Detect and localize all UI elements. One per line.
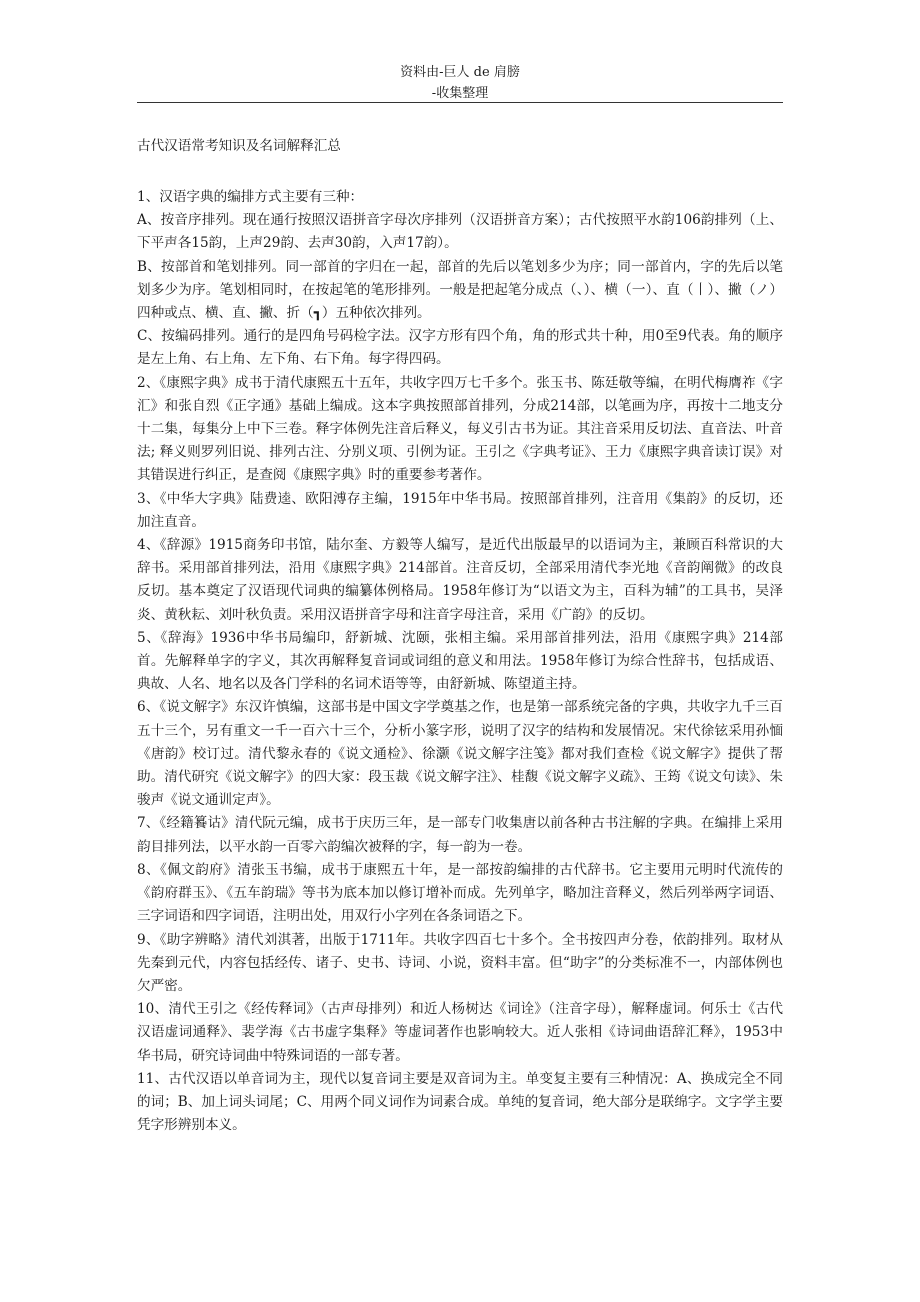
paragraph-intro: 1、汉语字典的编排方式主要有三种：	[137, 189, 364, 205]
header-line-2: -收集整理	[431, 86, 489, 101]
header-line-1: 资料由-巨人 de 肩膀	[400, 65, 520, 80]
header-divider	[137, 102, 783, 103]
paragraph-5: 5、《辞海》1936中华书局编印，舒新城、沈颐，张相主编。采用部首排列法，沿用《康熙字典》214部首。先解释单字的字义，其次再解释复音词或词组的意义和用法。1958年修订为综合性辞书，包括成语、典故、人名、地名以及各门学科的名词术语等等，由舒新城、陈望道主持。	[137, 629, 783, 693]
paragraph-3: 3、《中华大字典》陆费逵、欧阳溥存主编，1915年中华书局。按照部首排列，注音用《集韵》的反切，还加注直音。	[137, 490, 783, 530]
paragraph-a: A、按音序排列。现在通行按照汉语拼音字母次序排列（汉语拼音方案）；古代按照平水韵106韵排列（上、下平声各15韵，上声29韵、去声30韵，入声17韵）。	[137, 212, 783, 252]
paragraph-c: C、按编码排列。通行的是四角号码检字法。汉字方形有四个角，角的形式共十种，用0至9代表。角的顺序是左上角、右上角、左下角、右下角。每字得四码。	[137, 328, 783, 368]
paragraph-9: 9、《助字辨略》清代刘淇著，出版于1711年。共收字四百七十多个。全书按四声分卷，依韵排列。取材从先秦到元代，内容包括经传、诸子、史书、诗词、小说，资料丰富。但“助字”的分类标准不一，内部体例也欠严密。	[137, 931, 783, 994]
paragraph-4: 4、《辞源》1915商务印书馆，陆尔奎、方毅等人编写，是近代出版最早的以语词为主，兼顾百科常识的大辞书。采用部首排列法，沿用《康熙字典》214部首。注音反切，全部采用清代李光地《音韵阐微》的改良反切。基本奠定了汉语现代词典的编纂体例格局。1958年修订为“以语文为主，百科为辅”的工具书，吴泽炎、黄秋耘、刘叶秋负责。采用汉语拼音字母和注音字母注音，采用《广韵》的反切。	[137, 537, 783, 623]
page-header	[137, 62, 783, 104]
paragraph-10: 10、清代王引之《经传释词》（古声母排列）和近人杨树达《词诠》（注音字母），解释虚词。何乐士《古代汉语虚词通释》、裴学海《古书虚字集释》等虚词著作也影响较大。近人张相《诗词曲语辞汇释》，1953中华书局，研究诗词曲中特殊词语的一部专著。	[137, 1001, 783, 1064]
paragraph-11: 11、古代汉语以单音词为主，现代以复音词主要是双音词为主。单变复主要有三种情况：A、换成完全不同的词；B、加上词头词尾；C、用两个同义词作为词素合成。单纯的复音词，绝大部分是联绵字。文字学主要凭字形辨别本义。	[137, 1070, 783, 1134]
paragraph-2: 2、《康熙字典》成书于清代康熙五十五年，共收字四万七千多个。张玉书、陈廷敬等编，在明代梅膺祚《字汇》和张自烈《正字通》基础上编成。这本字典按照部首排列，分成214部，以笔画为序，再按十二地支分十二集，每集分上中下三卷。释字体例先注音后释义，每义引古书为证。其注音采用反切法、直音法、叶音法; 释义则罗列旧说、排列古注、分别义项、引例为证。王引之《字典考证》、王力《康熙字典音读订误》对其错误进行纠正，是查阅《康熙字典》时的重要参考著作。	[137, 374, 783, 484]
paragraph-8: 8、《佩文韵府》清张玉书编，成书于康熙五十年，是一部按韵编排的古代辞书。它主要用元明时代流传的《韵府群玉》、《五车韵瑞》等书为底本加以修订增补而成。先列单字，略加注音释义，然后列举两字词语、三字词语和四字词语，注明出处，用双行小字列在各条词语之下。	[137, 861, 783, 925]
document-title: 古代汉语常考知识及名词解释汇总	[137, 138, 341, 154]
paragraph-b: B、按部首和笔划排列。同一部首的字归在一起，部首的先后以笔划多少为序；同一部首内，字的先后以笔划多少为序。笔划相同时，在按起笔的笔形排列。一般是把起笔分成点（、）、横（一）、直（丨）、撇（ノ）四种或点、横、直、撇、折（┓）五种依次排列。	[137, 258, 783, 322]
paragraph-7: 7、《经籍籑诂》清代阮元编，成书于庆历三年，是一部专门收集唐以前各种古书注解的字典。在编排上采用韵目排列法，以平水韵一百零六韵编次被释的字，每一韵为一卷。	[137, 815, 783, 855]
document-body	[137, 186, 783, 1137]
paragraph-6: 6、《说文解字》东汉许慎编，这部书是中国文字学奠基之作，也是第一部系统完备的字典，共收字九千三百五十三个，另有重文一千一百六十三个，分析小篆字形，说明了汉字的结构和发展情况。宋代徐铉采用孙愐《唐韵》校订过。清代黎永春的《说文通检》、徐灏《说文解字注笺》都对我们查检《说文解字》提供了帮助。清代研究《说文解字》的四大家：段玉裁《说文解字注》、桂馥《说文解字义疏》、王筠《说文句读》、朱骏声《说文通训定声》。	[137, 699, 783, 809]
